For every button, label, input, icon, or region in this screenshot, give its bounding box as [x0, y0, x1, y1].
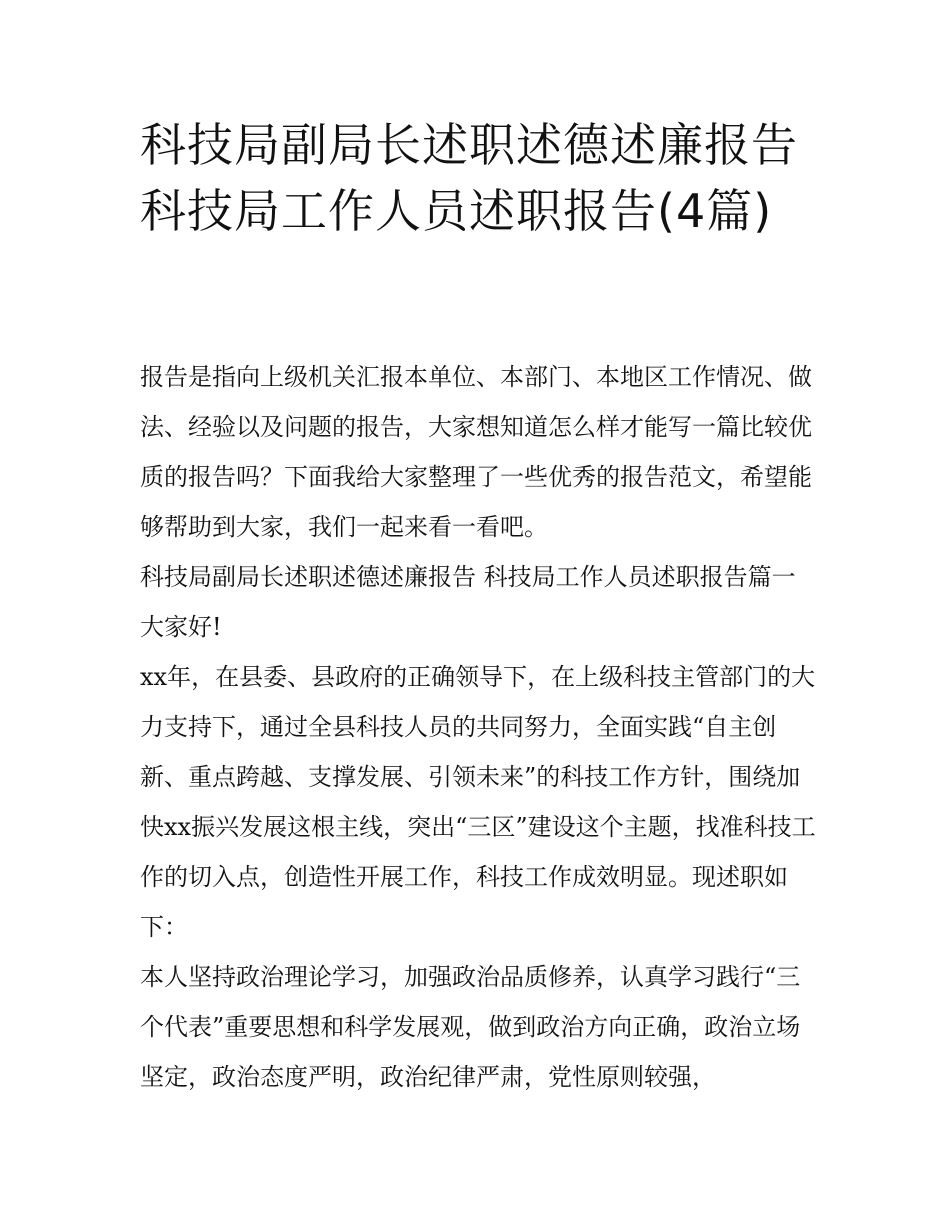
intro-paragraph: 报告是指向上级机关汇报本单位、本部门、本地区工作情况、做法、经验以及问题的报告，大家想知道怎么样才能写一篇比较优质的报告吗？下面我给大家整理了一些优秀的报告范文，希望能够帮助到大家，我们一起来看一看吧。: [140, 363, 812, 541]
body-paragraph: 本人坚持政治理论学习，加强政治品质修养，认真学习践行“三个代表”重要思想和科学发展观，做到政治方向正确，政治立场坚定，政治态度严明，政治纪律严肃，党性原则较强，: [140, 963, 801, 1091]
section-heading-paragraph: 科技局副局长述职述德述廉报告 科技局工作人员述职报告篇一 大家好!: [140, 563, 796, 641]
document-title: 科技局副局长述职述德述廉报告 科技局工作人员述职报告(4篇): [140, 118, 798, 238]
body-paragraph: xx年，在县委、县政府的正确领导下，在上级科技主管部门的大力支持下，通过全县科技人员的共同努力，全面实践“自主创新、重点跨越、支撑发展、引领未来”的科技工作方针，围绕加快xx振兴发展这根主线，突出“三区”建设这个主题，找准科技工作的切入点，创造性开展工作，科技工作成效明显。现述职如下：: [140, 663, 816, 941]
document-body: [140, 352, 820, 1102]
